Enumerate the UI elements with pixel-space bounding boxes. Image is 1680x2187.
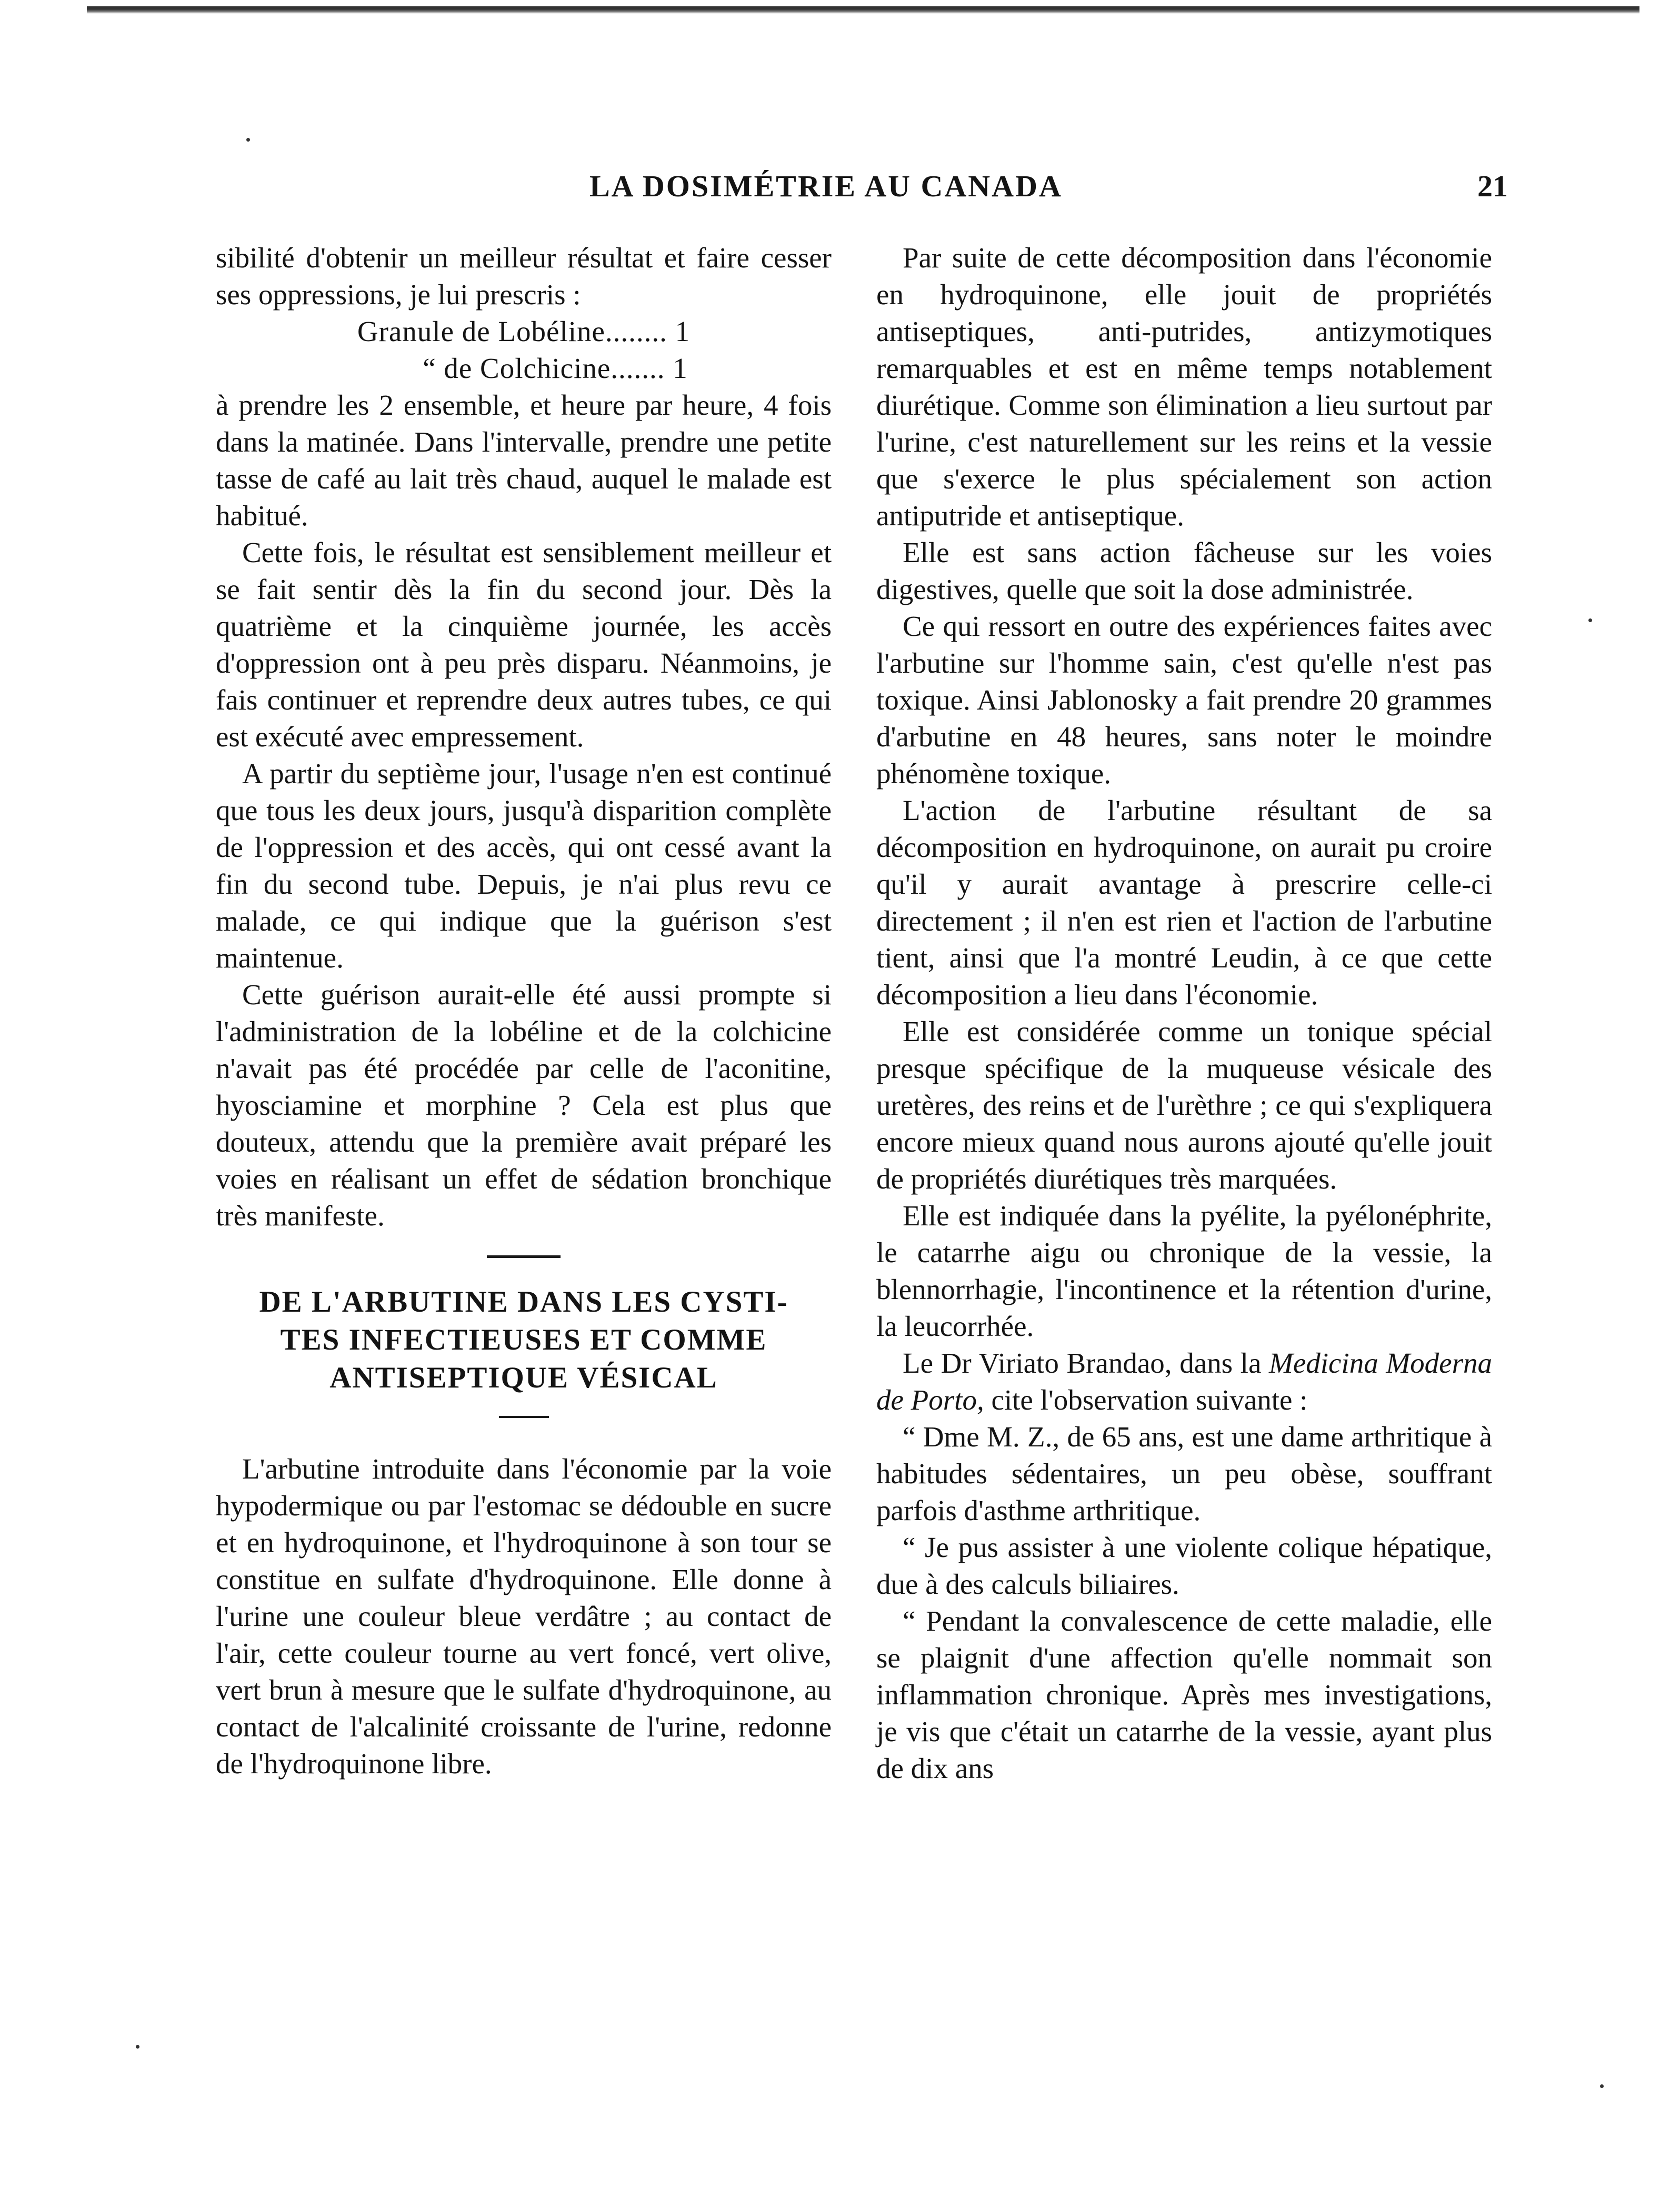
page-header: [589, 168, 1508, 221]
paragraph: à prendre les 2 ensemble, et heure par heure, 4 fois dans la matinée. Dans l'intervalle, prendre une petite tasse de café au lait très chaud, auquel le malade est habitué.: [216, 389, 832, 532]
paragraph: A partir du septième jour, l'usage n'en est continué que tous les deux jours, jusqu'à disparition complète de l'oppression et des accès, qui ont cessé avant la fin du second tube. Depuis, je n'ai plus revu ce malade, ce qui indique que la guérison s'est maintenue.: [216, 757, 832, 974]
quoted-paragraph: “ Dme M. Z., de 65 ans, est une dame arthritique à habitudes sédentaires, un peu obèse, souffrant parfois d'asthme arthritique.: [876, 1421, 1492, 1526]
section-heading-line: TES INFECTIEUSES ET COMME: [280, 1323, 767, 1356]
paragraph: Par suite de cette décomposition dans l'économie en hydroquinone, elle jouit de propriétés antiseptiques, anti-putrides, antizymotiques remarquables et est en même temps notablement diurétique. Comme son élimination a lieu surtout par l'urine, c'est naturellement sur les reins et la vessie que s'exerce le plus spécialement son action antiputride et antiseptique.: [876, 242, 1492, 532]
paragraph: Elle est considérée comme un tonique spécial presque spécifique de la muqueuse vésicale des uretères, des reins et de l'urèthre ; ce qui s'expliquera encore mieux quand nous aurons ajouté qu'elle jouit de propriétés diurétiques très marquées.: [876, 1015, 1492, 1195]
print-speck: [1588, 618, 1592, 622]
page-number: 21: [1477, 169, 1508, 203]
paragraph: L'action de l'arbutine résultant de sa décomposition en hydroquinone, on aurait pu croire qu'il y aurait avantage à prescrire celle-ci directement ; il n'en est rien et l'action de l'arbutine tient, ainsi que l'a montré Leudin, à ce que cette décomposition a lieu dans l'économie.: [876, 794, 1492, 1011]
quoted-paragraph: “ Je pus assister à une violente colique hépatique, due à des calculs biliaires.: [876, 1531, 1492, 1600]
print-speck: [136, 2045, 139, 2049]
prescription-line: “ de Colchicine....... 1: [423, 352, 688, 384]
print-speck: [246, 138, 250, 142]
quoted-paragraph: “ Pendant la convalescence de cette maladie, elle se plaignit d'une affection qu'elle nommait son inflammation chronique. Après mes investigations, je vis que c'était un catarrhe de la vessie, ayant plus de dix ans: [876, 1605, 1492, 1784]
paragraph-text: cite l'observation suivante :: [991, 1384, 1308, 1416]
right-column: [876, 239, 1492, 1787]
paragraph: [876, 1345, 1492, 1419]
print-speck: [1600, 2084, 1604, 2088]
left-column: [216, 239, 832, 1782]
running-title: LA DOSIMÉTRIE AU CANADA: [589, 169, 1063, 203]
section-heading-line: ANTISEPTIQUE VÉSICAL: [329, 1361, 718, 1394]
top-border-rule: [87, 6, 1639, 14]
paragraph: Elle est indiquée dans la pyélite, la pyélonéphrite, le catarrhe aigu ou chronique de la vessie, la blennorrhagie, l'incontinence et la rétention d'urine, la leucorrhée.: [876, 1200, 1492, 1342]
paragraph: L'arbutine introduite dans l'économie par la voie hypodermique ou par l'estomac se dédouble en sucre et en hydroquinone, et l'hydroquinone à son tour se constitue en sulfate d'hydroquinone. Elle donne à l'urine une couleur bleue verdâtre ; au contact de l'air, cette couleur tourne au vert foncé, vert olive, vert brun à mesure que le sulfate d'hydroquinone, au contact de l'alcalinité croissante de l'urine, redonne de l'hydroquinone libre.: [216, 1453, 832, 1780]
section-heading-line: DE L'ARBUTINE DANS LES CYSTI-: [259, 1285, 788, 1319]
section-divider: [487, 1255, 561, 1258]
journal-title: Medicina Moderna de Porto,: [876, 1347, 1492, 1416]
prescription-line: Granule de Lobéline........ 1: [357, 315, 691, 347]
paragraph: Cette guérison aurait-elle été aussi prompte si l'administration de la lobéline et de la colchicine n'avait pas été procédée par celle de l'aconitine, hyosciamine et morphine ? Cela est plus que douteux, attendu que la première avait préparé les voies en réalisant un effet de sédation bronchique très manifeste.: [216, 978, 832, 1232]
paragraph: Ce qui ressort en outre des expériences faites avec l'arbutine sur l'homme sain, c'est qu'elle n'est pas toxique. Ainsi Jablonosky a fait prendre 20 grammes d'arbutine en 48 heures, sans noter le moindre phénomène toxique.: [876, 610, 1492, 790]
paragraph: Elle est sans action fâcheuse sur les voies digestives, quelle que soit la dose administrée.: [876, 536, 1492, 605]
paragraph-text: Le Dr Viriato Brandao, dans la: [903, 1347, 1262, 1379]
paragraph: Cette fois, le résultat est sensiblement meilleur et se fait sentir dès la fin du second jour. Dès la quatrième et la cinquième journée, les accès d'oppression ont à peu près disparu. Néanmoins, je fais continuer et reprendre deux autres tubes, ce qui est exécuté avec empressement.: [216, 536, 832, 753]
paragraph: sibilité d'obtenir un meilleur résultat et faire cesser ses oppressions, je lui prescris :: [216, 242, 832, 311]
heading-divider: [499, 1416, 549, 1418]
